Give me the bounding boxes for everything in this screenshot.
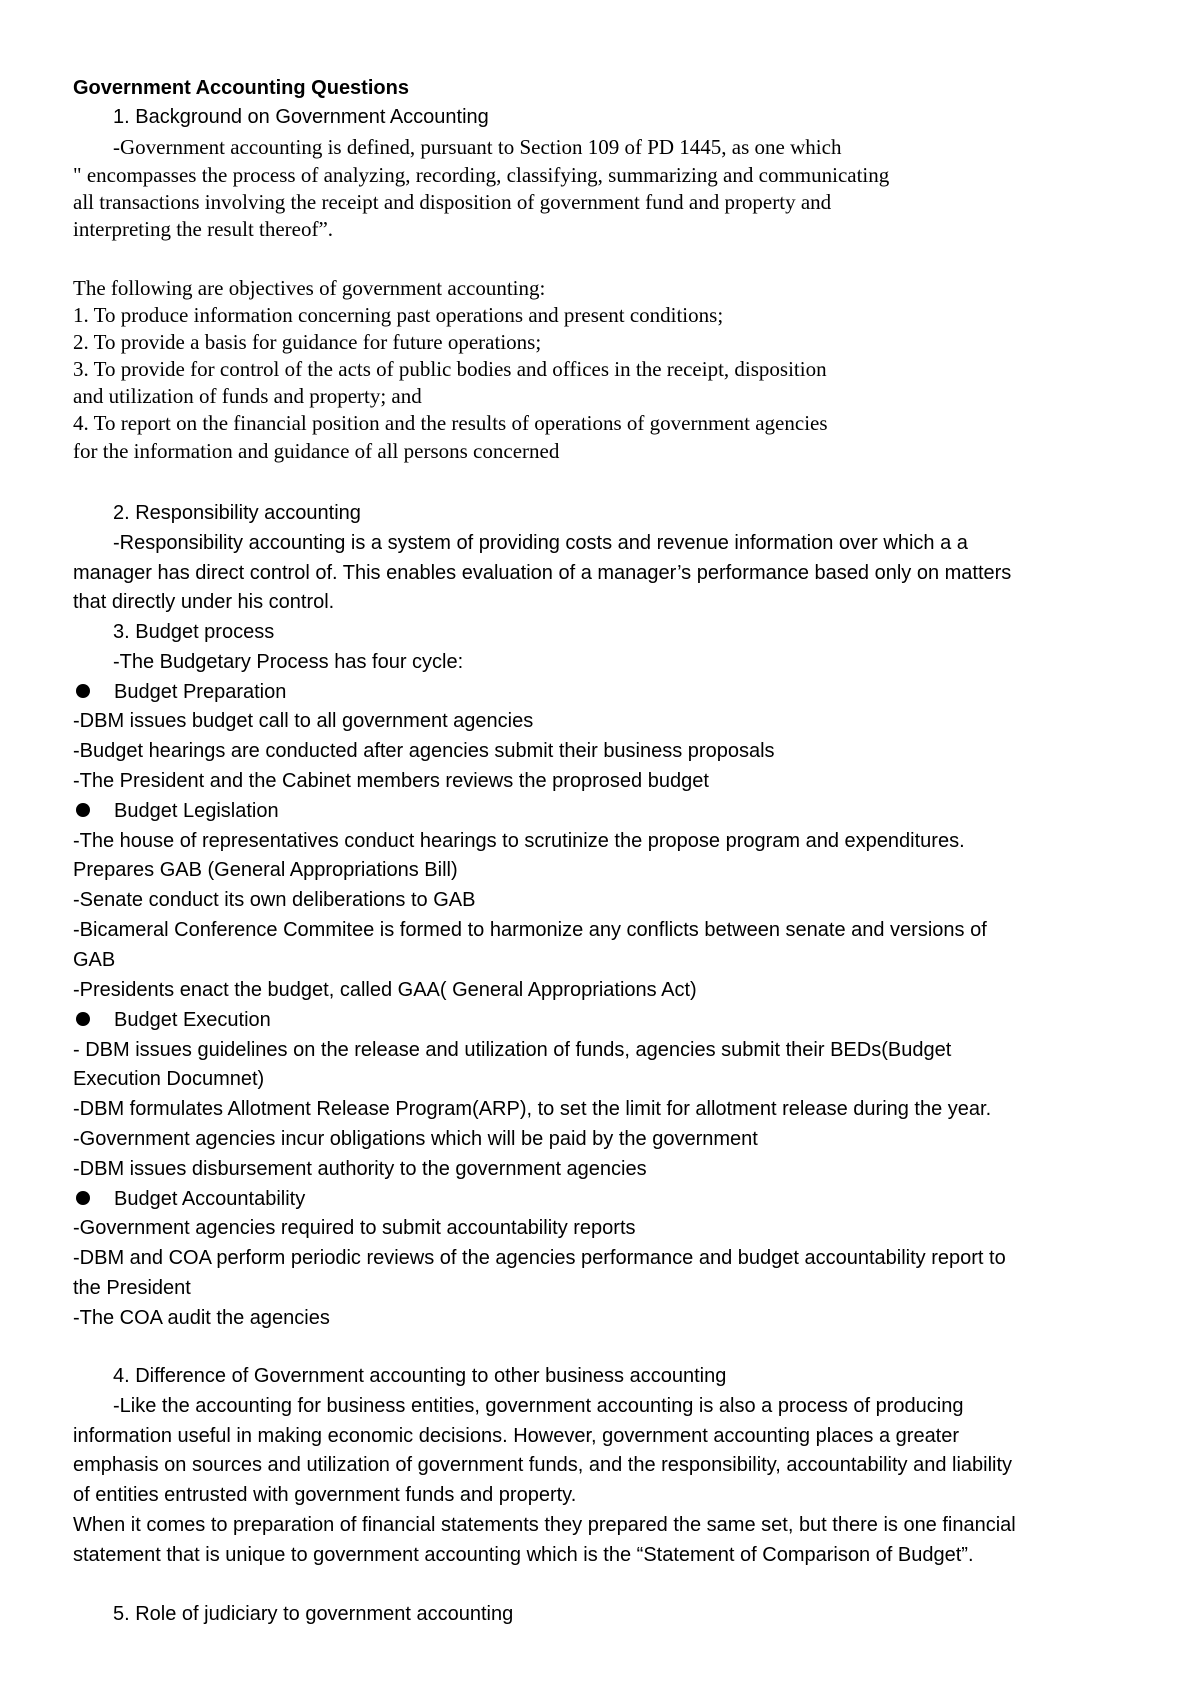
objective-line: 1. To produce information concerning past operations and present conditions; — [73, 303, 724, 327]
objective-line: for the information and guidance of all persons concerned — [73, 439, 560, 463]
list-item: -Budget hearings are conducted after agencies submit their business proposals — [73, 740, 775, 762]
list-item: -DBM issues disbursement authority to the government agencies — [73, 1158, 647, 1180]
list-item: -Bicameral Conference Commitee is formed to harmonize any conflicts between senate and versions of — [73, 919, 987, 941]
list-item: -DBM and COA perform periodic reviews of the agencies performance and budget accountability report to — [73, 1247, 1006, 1269]
section-4-heading: 4. Difference of Government accounting to other business accounting — [113, 1365, 727, 1387]
definition-line: interpreting the result thereof”. — [73, 217, 334, 241]
paragraph-line: information useful in making economic decisions. However, government accounting places a greater — [73, 1425, 960, 1447]
budget-intro: -The Budgetary Process has four cycle: — [113, 651, 464, 673]
definition-line: -Government accounting is defined, pursuant to Section 109 of PD 1445, as one which — [113, 135, 842, 159]
list-item: -The COA audit the agencies — [73, 1307, 330, 1329]
paragraph-line: When it comes to preparation of financial statements they prepared the same set, but there is one financial — [73, 1514, 1016, 1536]
list-item: Execution Documnet) — [73, 1068, 265, 1090]
objective-line: 3. To provide for control of the acts of public bodies and offices in the receipt, disposition — [73, 357, 827, 381]
bullet-icon — [76, 1012, 90, 1026]
paragraph-line: emphasis on sources and utilization of government funds, and the responsibility, accountability and liability — [73, 1454, 1013, 1476]
objective-line: 4. To report on the financial position and the results of operations of government agencies — [73, 411, 828, 435]
list-item: -DBM issues budget call to all government agencies — [73, 710, 534, 732]
bullet-label: Budget Preparation — [114, 681, 287, 703]
list-item: -The house of representatives conduct hearings to scrutinize the propose program and expenditures. — [73, 830, 965, 852]
objective-line: and utilization of funds and property; and — [73, 384, 422, 408]
bullet-icon — [76, 684, 90, 698]
section-3-heading: 3. Budget process — [113, 621, 275, 643]
list-item: -The President and the Cabinet members reviews the proprosed budget — [73, 770, 709, 792]
paragraph-line: -Like the accounting for business entities, government accounting is also a process of producing — [113, 1395, 964, 1417]
bullet-budget-legislation — [76, 801, 279, 821]
list-item: -Presidents enact the budget, called GAA( General Appropriations Act) — [73, 979, 697, 1001]
document-title: Government Accounting Questions — [73, 77, 409, 99]
paragraph-line: manager has direct control of. This enables evaluation of a manager’s performance based only on matters — [73, 562, 1012, 584]
bullet-icon — [76, 803, 90, 817]
list-item: the President — [73, 1277, 191, 1299]
list-item: -Government agencies incur obligations which will be paid by the government — [73, 1128, 758, 1150]
objective-line: 2. To provide a basis for guidance for future operations; — [73, 330, 542, 354]
list-item: -DBM formulates Allotment Release Program(ARP), to set the limit for allotment release during the year. — [73, 1098, 992, 1120]
list-item: -Senate conduct its own deliberations to GAB — [73, 889, 476, 911]
bullet-budget-preparation — [76, 682, 286, 702]
list-item: -Government agencies required to submit accountability reports — [73, 1217, 636, 1239]
bullet-icon — [76, 1191, 90, 1205]
list-item: Prepares GAB (General Appropriations Bill) — [73, 859, 458, 881]
section-2-heading: 2. Responsibility accounting — [113, 502, 361, 524]
bullet-budget-execution — [76, 1010, 271, 1030]
paragraph-line: that directly under his control. — [73, 591, 335, 613]
bullet-label: Budget Accountability — [114, 1188, 306, 1210]
bullet-label: Budget Legislation — [114, 800, 279, 822]
section-5-heading: 5. Role of judiciary to government accounting — [113, 1603, 514, 1625]
list-item: - DBM issues guidelines on the release and utilization of funds, agencies submit their BEDs(Budget — [73, 1039, 952, 1061]
section-1-heading: 1. Background on Government Accounting — [113, 106, 489, 128]
definition-line: " encompasses the process of analyzing, recording, classifying, summarizing and communicating — [73, 163, 890, 187]
list-item: GAB — [73, 949, 116, 971]
paragraph-line: -Responsibility accounting is a system of providing costs and revenue information over which a a — [113, 532, 968, 554]
bullet-budget-accountability — [76, 1189, 305, 1209]
objectives-intro: The following are objectives of government accounting: — [73, 276, 546, 300]
paragraph-line: of entities entrusted with government funds and property. — [73, 1484, 577, 1506]
definition-line: all transactions involving the receipt and disposition of government fund and property and — [73, 190, 832, 214]
bullet-label: Budget Execution — [114, 1009, 271, 1031]
paragraph-line: statement that is unique to government accounting which is the “Statement of Comparison of Budget”. — [73, 1544, 974, 1566]
